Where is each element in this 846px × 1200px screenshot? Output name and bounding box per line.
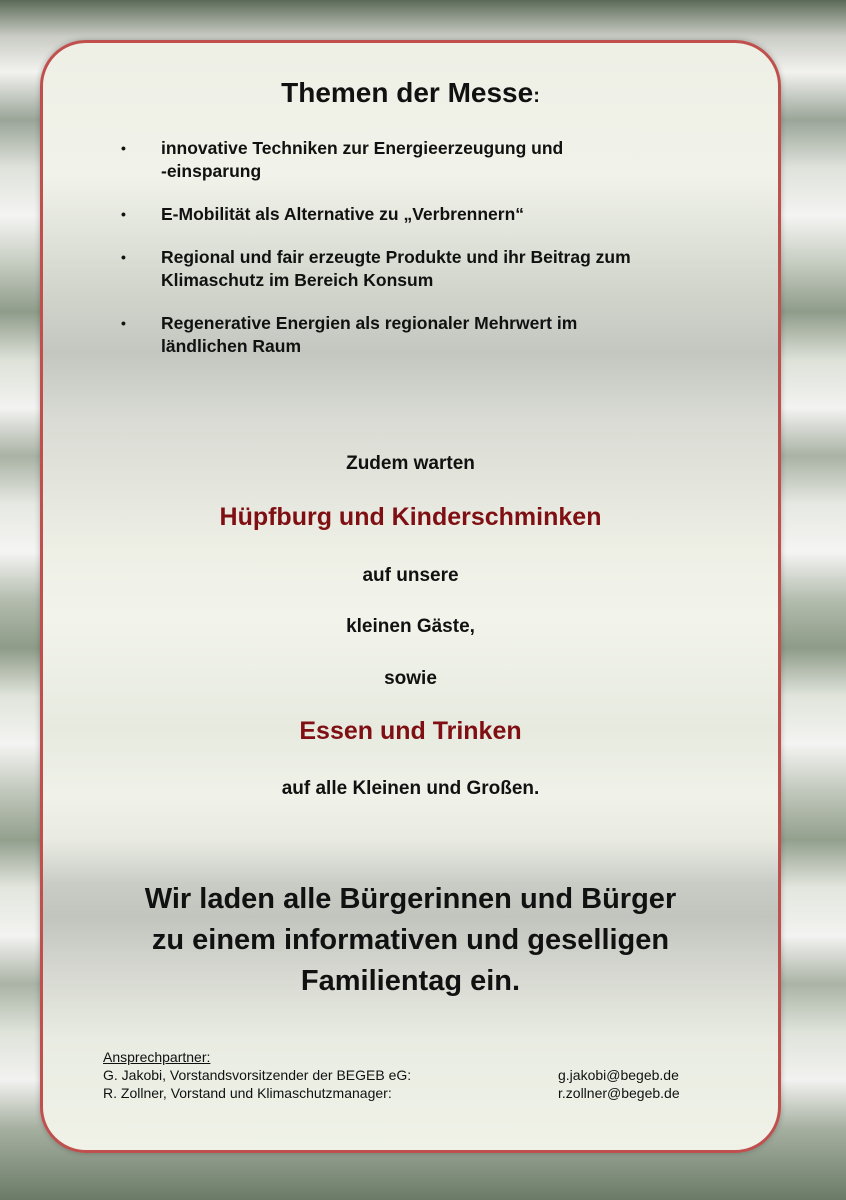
topic-item xyxy=(121,203,711,226)
topic-line-1: Regional und fair erzeugte Produkte und ihr Beitrag zum xyxy=(161,247,631,267)
middle-line-7: auf alle Kleinen und Großen. xyxy=(281,778,540,799)
contact-heading: Ansprechpartner: xyxy=(103,1049,211,1065)
invitation-line-3: Familientag ein. xyxy=(300,965,521,997)
topic-item xyxy=(121,312,711,358)
contact-email: r.zollner@begeb.de xyxy=(558,1085,680,1101)
topic-item xyxy=(121,246,711,292)
contact-row xyxy=(103,1084,708,1102)
topic-line-1: Regenerative Energien als regionaler Mehrwert im xyxy=(161,313,578,333)
invitation-text xyxy=(43,879,778,1002)
topic-line-2: -einsparung xyxy=(161,161,262,181)
bullet-icon: • xyxy=(121,140,126,156)
topic-line-1: E-Mobilität als Alternative zu „Verbrennern“ xyxy=(161,204,525,224)
topic-item xyxy=(121,137,711,183)
topic-line-2: Klimaschutz im Bereich Konsum xyxy=(161,270,434,290)
topic-line-2: ländlichen Raum xyxy=(161,336,302,356)
highlight-bouncy-castle: Hüpfburg und Kinderschminken xyxy=(219,503,602,531)
middle-line-4: kleinen Gäste, xyxy=(346,616,475,637)
flyer-panel xyxy=(40,40,781,1153)
middle-intro: Zudem warten xyxy=(346,453,475,474)
middle-line-3: auf unsere xyxy=(362,565,459,586)
page-title xyxy=(43,77,778,109)
title-colon: : xyxy=(533,85,540,107)
contact-email: g.jakobi@begeb.de xyxy=(558,1067,679,1083)
highlight-food-drinks: Essen und Trinken xyxy=(299,717,522,745)
invitation-line-1: Wir laden alle Bürgerinnen und Bürger xyxy=(144,883,677,915)
contact-section xyxy=(103,1048,708,1102)
topic-line-1: innovative Techniken zur Energieerzeugung und xyxy=(161,138,564,158)
bullet-icon: • xyxy=(121,249,126,265)
contact-row xyxy=(103,1066,708,1084)
contact-name: R. Zollner, Vorstand und Klimaschutzmanager: xyxy=(103,1085,392,1101)
middle-line-5: sowie xyxy=(384,668,437,689)
contact-name: G. Jakobi, Vorstandsvorsitzender der BEGEB eG: xyxy=(103,1067,412,1083)
title-text: Themen der Messe xyxy=(281,77,534,108)
invitation-line-2: zu einem informativen und geselligen xyxy=(151,924,670,956)
bullet-icon: • xyxy=(121,315,126,331)
topics-list xyxy=(121,137,711,378)
bullet-icon: • xyxy=(121,206,126,222)
